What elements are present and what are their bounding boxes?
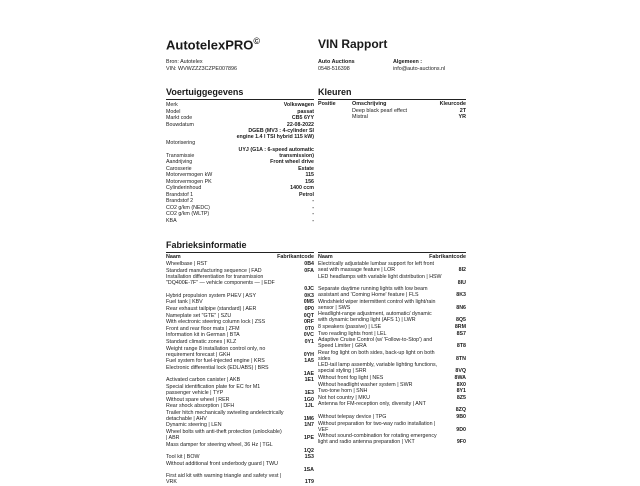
factory-item-code: 1JL	[304, 403, 314, 410]
factory-item-name: Mass damper for steering wheel, 36 Hz | TGL	[166, 441, 273, 448]
color-code: YR	[458, 114, 466, 121]
factory-item-name: Front and rear floor mats | ZFM	[166, 325, 240, 332]
factory-row	[318, 350, 466, 362]
vehicle-row-label: CO2 g/km (WLTP)	[166, 211, 210, 218]
vin-line: VIN: WVWZZZ3CZPE007896	[166, 65, 237, 72]
factory-col-code: Fabrikantcode	[277, 254, 314, 260]
vehicle-row-label: CO2 g/km (NEDC)	[166, 204, 210, 211]
factory-row	[318, 286, 466, 298]
factory-row	[166, 339, 314, 345]
factory-row	[318, 324, 466, 330]
vehicle-row-label: Transmissie	[166, 152, 195, 159]
factory-item-name: Windshield wiper intermittent control with light/rain sensor | SWS	[318, 298, 436, 311]
vehicle-row-label: Merk	[166, 102, 178, 108]
factory-item-name: Rear exhaust tailpipe (standard) | AER	[166, 306, 257, 312]
factory-item-name: Separate daytime running lights with low beam assistant and 'Coming Home' feature | FLS	[318, 286, 428, 299]
factory-item-code: 1PE	[303, 435, 314, 441]
factory-item-name: Hybrid propulsion system PHEV | ASY	[166, 292, 256, 299]
factory-item-name: Electrically adjustable lumbar support for left front seat with massage feature | LOR	[318, 261, 434, 274]
factory-row	[318, 337, 466, 349]
colors-col-position: Positie	[318, 101, 336, 107]
factory-divider-left	[166, 252, 314, 253]
vehicle-row	[166, 172, 314, 178]
factory-item-name: Wheel bolts with anti-theft protection (unlockable) | ABR	[166, 429, 282, 442]
factory-row	[318, 401, 466, 413]
factory-row	[166, 377, 314, 383]
factory-item-code: 0P0	[304, 306, 314, 312]
vehicle-row-label: Model	[166, 108, 181, 115]
vehicle-row	[166, 185, 314, 191]
app-brand: AutotelexPRO©	[166, 36, 261, 53]
vehicle-row-label: KBA	[166, 217, 177, 224]
factory-row	[166, 268, 314, 274]
factory-item-name: Without spare wheel | RER	[166, 396, 230, 403]
vehicle-row-label: Motorisering	[166, 140, 196, 147]
factory-row	[318, 382, 466, 388]
factory-row	[318, 388, 466, 394]
factory-row	[166, 429, 314, 441]
factory-item-name: Without telepay device | TPG	[318, 414, 387, 420]
factory-item-name: LED headlamps with variable light distribution | HSW	[318, 273, 442, 280]
factory-item-name: Electronic differential lock (EDL/ABS) | BRS	[166, 364, 269, 371]
vehicle-row-value: Volkswagen	[283, 102, 314, 108]
factory-item-code: 1N7	[304, 422, 314, 429]
factory-row	[318, 421, 466, 433]
factory-item-name: Antenna for FM-reception only, diversity | ANT	[318, 401, 426, 408]
factory-row	[166, 326, 314, 332]
factory-item-name: Rear shock absorption | DFH	[166, 403, 235, 410]
vehicle-row-label: Bouwdatum	[166, 121, 194, 128]
vehicle-row	[166, 122, 314, 128]
factory-item-code: 8VQ	[455, 368, 466, 375]
factory-item-name: Headlight-range adjustment, automatic/ dynamic with dynamic bending light (AFS 1) | LWR	[318, 311, 432, 324]
factory-item-name: LED-tail lamp assembly, variable lighting functions, special styling | SRR	[318, 362, 438, 375]
factory-item-code: 1E3	[304, 390, 314, 396]
factory-item-name: Activated carbon canister | AKB	[166, 377, 241, 384]
factory-item-name: Nameplate set "GTE" | SZU	[166, 312, 232, 319]
factory-item-code: 8I2	[458, 267, 466, 273]
vehicle-row-label: Motorvermogen kW	[166, 172, 213, 179]
factory-row	[166, 454, 314, 460]
factory-item-name: Fuel system for fuel-injected engine | KRS	[166, 358, 265, 365]
factory-item-code: 8X0	[456, 381, 466, 388]
dealer-name: Auto Auctions	[318, 59, 355, 65]
general-label: Algemeen :	[393, 59, 423, 65]
vehicle-row-label: Brandstof 1	[166, 191, 194, 198]
factory-row	[318, 395, 466, 401]
factory-item-name: First aid kit with warning triangle and safety vest | VRK	[166, 473, 282, 486]
vehicle-row-value: -	[312, 211, 314, 218]
factory-row	[318, 261, 466, 273]
factory-item-name: Fuel tank | KBV	[166, 299, 203, 306]
factory-row	[166, 274, 314, 292]
factory-item-name: Trailer hitch mechanically swiveling andelectrically detachable | AHV	[166, 409, 284, 422]
factory-row	[166, 397, 314, 403]
factory-item-code: 0Y1	[304, 339, 314, 345]
factory-item-name: Standard climatic zones | KLZ	[166, 339, 237, 345]
factory-row	[318, 433, 466, 445]
factory-item-name: Without sound-combination for rotating emergency light and radio antenna preparation | VKT	[318, 433, 437, 446]
factory-item-code: 9B0	[456, 414, 466, 420]
vehicle-row-value: 115	[305, 172, 314, 179]
factory-row	[318, 331, 466, 337]
vehicle-row-value: Estate	[298, 165, 314, 172]
factory-row	[166, 299, 314, 305]
factory-item-name: Special identification plate for EC for M1 passenger vehicle | TYP	[166, 384, 261, 397]
vehicle-row-value: 1400 ccm	[290, 185, 314, 192]
vehicle-row-value: CB5 6YY	[291, 115, 314, 121]
factory-list-right	[318, 261, 466, 471]
factory-row	[166, 319, 314, 325]
factory-item-code: 8TN	[455, 355, 466, 362]
vehicle-row-value: -	[312, 204, 314, 211]
factory-row	[166, 358, 314, 364]
factory-item-code: 0VC	[303, 332, 314, 339]
factory-item-code: 8Q5	[455, 317, 466, 324]
factory-item-name: With electronic steering column lock | ZSS	[166, 319, 266, 326]
factory-item-name: Tool kit | BOW	[166, 454, 200, 461]
vehicle-row-label: Carosserie	[166, 165, 192, 172]
factory-item-name: Adaptive Cruise Control (w/ 'Follow-to-Stop') and Speed Limiter | GRA	[318, 337, 433, 350]
vehicle-row-value: -	[312, 217, 314, 224]
vehicle-row	[166, 211, 314, 217]
vehicle-row-label: Markt code	[166, 115, 193, 121]
factory-item-code: 8Y1	[456, 388, 466, 395]
factory-row	[166, 461, 314, 473]
factory-item-code: 0YH	[303, 351, 314, 358]
factory-item-code: 8RM	[454, 324, 466, 330]
vehicle-row	[166, 198, 314, 204]
factory-row	[166, 473, 314, 485]
vehicle-row	[166, 159, 314, 165]
report-title: VIN Rapport	[318, 37, 388, 51]
factory-item-name: Without front fog light | NES	[318, 375, 384, 381]
factory-heading: Fabrieksinformatie	[166, 240, 247, 250]
factory-item-code: 0JC	[304, 286, 314, 293]
vehicle-divider	[166, 99, 314, 100]
vehicle-row	[166, 128, 314, 146]
vehicle-row-label: Brandstof 2	[166, 198, 194, 205]
vehicle-row-value: 156	[305, 178, 314, 185]
color-description: Deep black pearl effect	[352, 107, 408, 114]
factory-row	[318, 274, 466, 286]
factory-row	[318, 375, 466, 381]
vehicle-row-label: Aandrijving	[166, 159, 193, 166]
vehicle-row	[166, 179, 314, 185]
factory-row	[166, 403, 314, 409]
factory-item-code: 1AE	[303, 370, 314, 377]
factory-item-code: 8IU	[457, 279, 466, 286]
factory-item-name: Without headlight washer system | SWR	[318, 381, 413, 388]
vehicle-row-value: DGEB (MV3 : 4-cylinder SI engine 1.4 l TSI hybrid 115 kW)	[236, 128, 314, 141]
factory-item-name: 8 speakers (passive) | LSE	[318, 324, 382, 330]
vehicle-row-value: 22-08-2022	[286, 121, 314, 128]
vehicle-row	[166, 192, 314, 198]
factory-col-name: Naam	[318, 254, 333, 260]
vehicle-row-value: UYJ (G1A : 6-speed automatic transmission)	[238, 146, 314, 159]
vehicle-row-value: passat	[297, 108, 314, 115]
factory-divider-right	[318, 252, 466, 253]
factory-item-name: Two reading lights front | LEL	[318, 330, 387, 337]
factory-row	[166, 442, 314, 454]
vehicle-table	[166, 102, 314, 226]
factory-item-code: 8ZQ	[455, 407, 466, 414]
factory-item-code: 0M5	[303, 299, 314, 306]
factory-item-code: 8WA	[454, 375, 466, 381]
factory-row	[318, 311, 466, 323]
factory-item-name: Weight range 8 installation control only, no requirement forecast | GKH	[166, 345, 266, 358]
factory-item-code: 1M6	[303, 415, 314, 422]
vehicle-row	[166, 205, 314, 211]
factory-col-code: Fabrikantcode	[429, 254, 466, 260]
factory-item-name: Wheelbase | RST	[166, 261, 208, 267]
vehicle-heading: Voertuiggegevens	[166, 87, 244, 97]
factory-item-code: 0RF	[303, 319, 314, 326]
vehicle-row-label: Cylinderinhoud	[166, 185, 202, 192]
factory-item-code: 1G0	[303, 396, 314, 403]
vehicle-row	[166, 102, 314, 108]
factory-item-name: Installation differentiation for transmission "DQ400E-7F" — vehicle components — | EDF	[166, 274, 275, 287]
vehicle-row-label: Motorvermogen PK	[166, 178, 212, 185]
factory-item-code: 8T8	[456, 343, 466, 350]
factory-item-name: Without preparation for two-way radio installation | VEF	[318, 420, 436, 433]
factory-row	[166, 306, 314, 312]
factory-item-code: 1E1	[304, 377, 314, 384]
vehicle-row	[166, 109, 314, 115]
vehicle-row	[166, 115, 314, 121]
color-code: 2T	[459, 107, 466, 114]
vehicle-row	[166, 218, 314, 224]
factory-item-code: 0QT	[303, 312, 314, 319]
vehicle-row	[166, 166, 314, 172]
factory-row	[318, 299, 466, 311]
factory-item-code: 0FA	[304, 267, 314, 274]
factory-item-name: Without additional front underbody guard | TWU	[166, 460, 278, 467]
colors-divider	[318, 99, 466, 100]
factory-item-name: Standard manufacturing sequence | FAD	[166, 267, 262, 274]
factory-row	[318, 362, 466, 374]
factory-list-left	[166, 261, 314, 486]
factory-item-name: Rear fog light on both sides, back-up light on both sides	[318, 349, 435, 362]
factory-item-name: Information kit in German | BTA	[166, 332, 240, 339]
factory-item-code: 9D0	[456, 426, 466, 433]
factory-row	[166, 422, 314, 428]
factory-row	[166, 410, 314, 422]
factory-item-code: 1T9	[304, 479, 314, 486]
factory-row	[166, 293, 314, 299]
vehicle-row-value: Petrol	[298, 191, 314, 198]
dealer-phone: 0548-516398	[318, 65, 350, 72]
factory-row	[166, 346, 314, 358]
vehicle-row-value: -	[312, 198, 314, 205]
factory-item-code: 8K3	[456, 292, 466, 299]
factory-col-name: Naam	[166, 254, 181, 260]
vehicle-row-value: Front wheel drive	[270, 159, 314, 166]
factory-row	[166, 261, 314, 267]
factory-item-name: Not hot country | MKU	[318, 394, 371, 401]
factory-item-code: 1S3	[304, 454, 314, 461]
factory-row	[166, 384, 314, 396]
colors-heading: Kleuren	[318, 87, 352, 97]
factory-row	[166, 332, 314, 338]
factory-item-name: Dynamic steering | LEN	[166, 422, 222, 429]
color-description: Mistral	[352, 114, 368, 121]
vehicle-row	[166, 147, 314, 159]
factory-item-code: 8N6	[456, 304, 466, 311]
factory-row	[166, 365, 314, 377]
factory-item-code: 0K3	[304, 292, 314, 299]
factory-item-code: 8S7	[456, 330, 466, 337]
general-email: info@auto-auctions.nl	[393, 65, 446, 72]
colors-col-description: Omschrijving	[352, 101, 387, 107]
factory-row	[166, 313, 314, 319]
source-line: Bron: Autotelex	[166, 59, 203, 65]
factory-item-code: 1SA	[303, 466, 314, 473]
factory-item-code: 1A5	[304, 358, 314, 365]
factory-item-code: 0B4	[304, 261, 314, 267]
factory-item-code: 9F0	[456, 439, 466, 446]
factory-item-code: 1Q2	[303, 447, 314, 454]
factory-row	[318, 414, 466, 420]
colors-col-code: Kleurcode	[439, 101, 466, 107]
factory-item-code: 0T0	[304, 325, 314, 332]
factory-item-code: 8Z5	[456, 394, 466, 401]
factory-item-name: Two-tone horn | SNH	[318, 388, 368, 395]
